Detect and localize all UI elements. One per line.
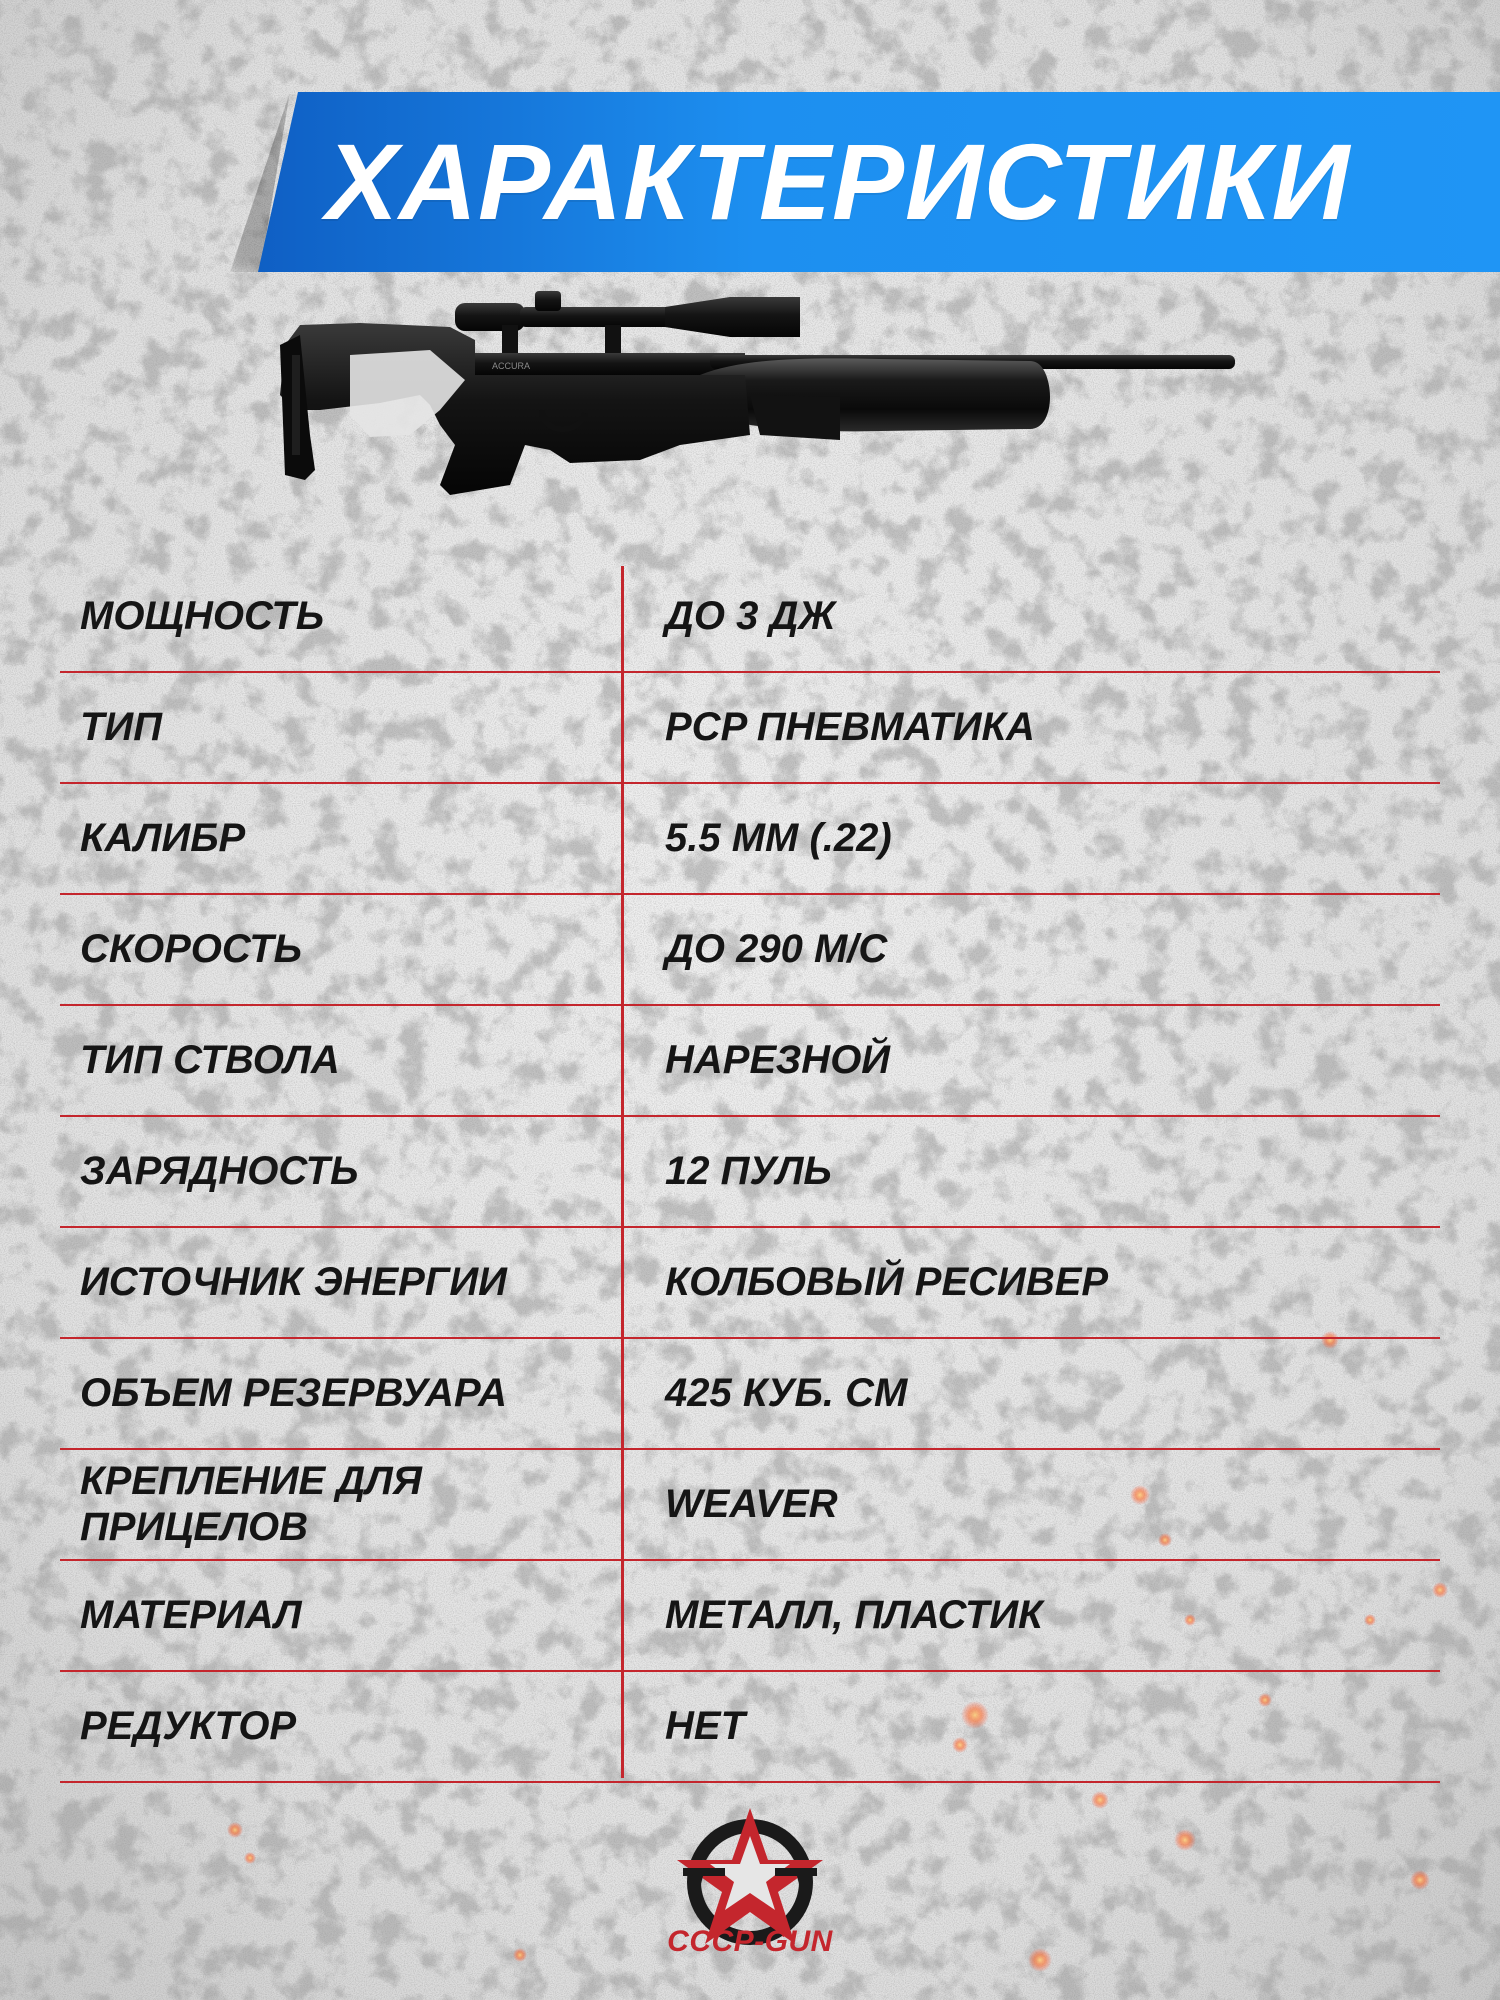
spec-value: НАРЕЗНОЙ bbox=[665, 1037, 891, 1082]
page-title: ХАРАКТЕРИСТИКИ bbox=[326, 121, 1351, 242]
spec-value: 425 КУБ. СМ bbox=[665, 1370, 908, 1415]
spec-row bbox=[60, 1006, 1440, 1117]
spec-name: КАЛИБР bbox=[80, 815, 246, 860]
spec-row bbox=[60, 784, 1440, 895]
rifle-engraving: ACCURA bbox=[492, 361, 531, 371]
spec-row bbox=[60, 1228, 1440, 1339]
spec-value: WEAVER bbox=[665, 1481, 838, 1526]
spec-row bbox=[60, 1672, 1440, 1783]
column-divider bbox=[621, 566, 624, 1778]
spec-value: КОЛБОВЫЙ РЕСИВЕР bbox=[665, 1259, 1109, 1304]
spec-row bbox=[60, 1450, 1440, 1561]
spec-row bbox=[60, 673, 1440, 784]
spec-row bbox=[60, 1339, 1440, 1450]
spec-name: МАТЕРИАЛ bbox=[80, 1592, 302, 1637]
brand-name: CCCP-GUN bbox=[667, 1925, 833, 1958]
spec-value: НЕТ bbox=[665, 1703, 745, 1748]
spec-value: ДО 3 ДЖ bbox=[665, 593, 836, 638]
spec-name: МОЩНОСТЬ bbox=[80, 593, 325, 638]
spec-name: ТИП СТВОЛА bbox=[80, 1037, 340, 1082]
spec-value: МЕТАЛЛ, ПЛАСТИК bbox=[665, 1592, 1043, 1637]
spec-value: 5.5 ММ (.22) bbox=[665, 815, 892, 860]
spec-name: ТИП bbox=[80, 704, 162, 749]
spec-table bbox=[60, 562, 1440, 1783]
spec-name: ИСТОЧНИК ЭНЕРГИИ bbox=[80, 1259, 507, 1304]
rifle-icon bbox=[280, 285, 1250, 525]
spec-row bbox=[60, 562, 1440, 673]
spec-name: РЕДУКТОР bbox=[80, 1703, 297, 1748]
spec-row bbox=[60, 895, 1440, 1006]
spec-value: ДО 290 М/С bbox=[665, 926, 888, 971]
spec-name: ЗАРЯДНОСТЬ bbox=[80, 1148, 359, 1193]
spec-value: 12 ПУЛЬ bbox=[665, 1148, 832, 1193]
spec-row bbox=[60, 1561, 1440, 1672]
spec-name: ОБЪЕМ РЕЗЕРВУАРА bbox=[80, 1370, 507, 1415]
spec-name: КРЕПЛЕНИЕ ДЛЯ ПРИЦЕЛОВ bbox=[80, 1458, 422, 1549]
spec-row bbox=[60, 1117, 1440, 1228]
spec-name: СКОРОСТЬ bbox=[80, 926, 302, 971]
spec-value: PCP ПНЕВМАТИКА bbox=[665, 704, 1035, 749]
